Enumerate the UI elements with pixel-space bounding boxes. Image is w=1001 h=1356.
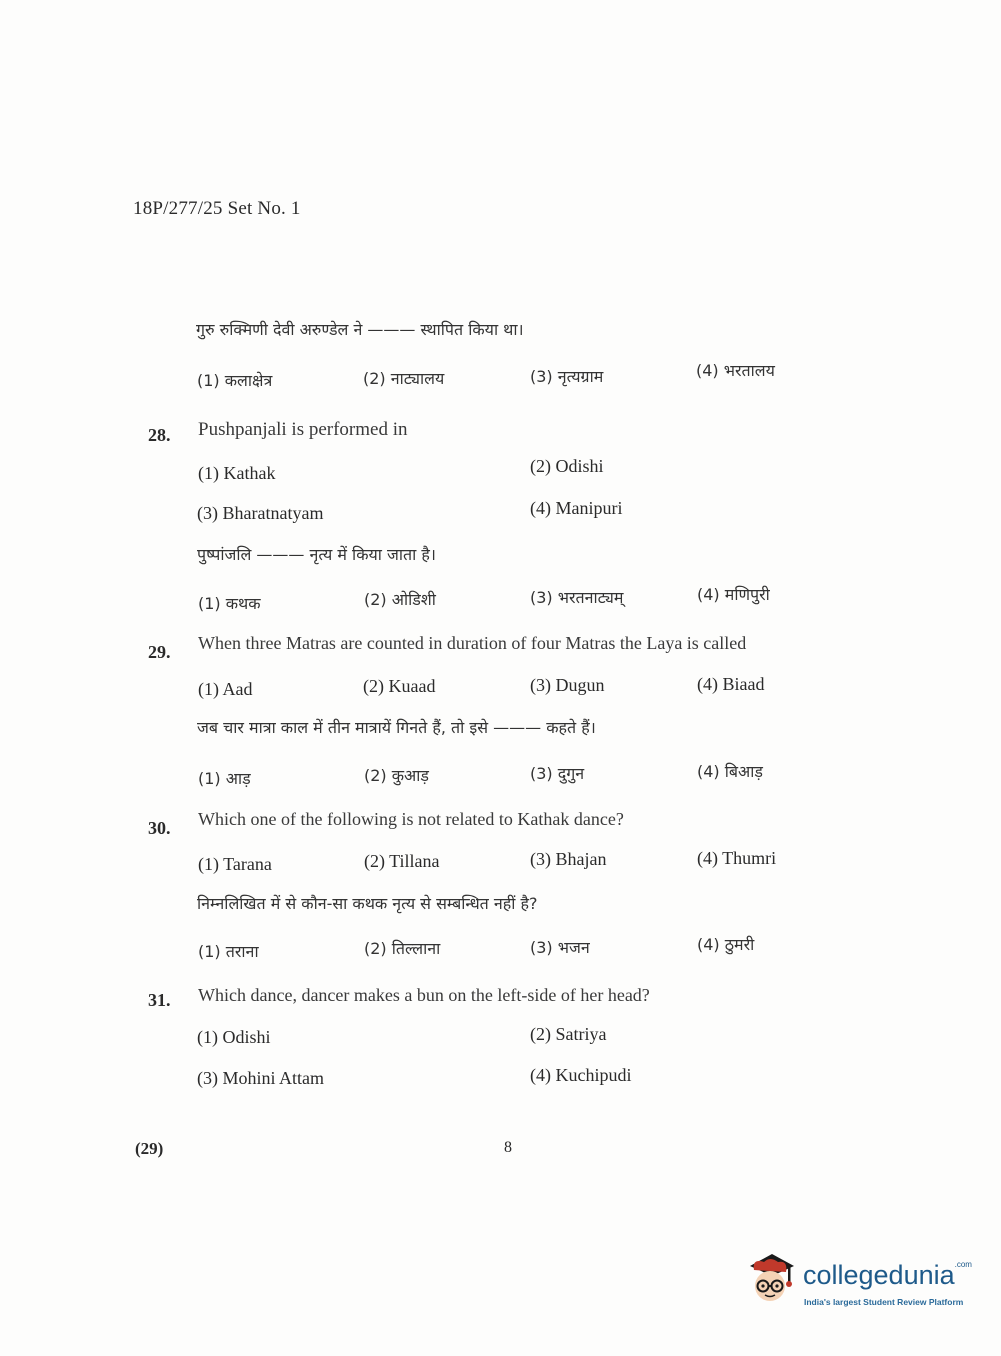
question-28-hindi-text: पुष्पांजलि ——— नृत्य में किया जाता है। xyxy=(197,545,436,564)
question-29-hindi-text: जब चार मात्रा काल में तीन मात्रायें गिनते हैं, तो इसे ——— कहते हैं। xyxy=(197,718,596,737)
question-27-hindi-option-4: (4) भरतालय xyxy=(696,361,775,380)
question-30-number: 30. xyxy=(148,818,171,838)
question-29-hindi-option-4: (4) बिआड़ xyxy=(697,762,763,781)
question-30-hindi-text: निम्नलिखित में से कौन-सा कथक नृत्य से सम्बन्धित नहीं है? xyxy=(197,894,538,913)
question-30-hindi-option-2: (2) तिल्लाना xyxy=(364,939,441,958)
question-29-option-3: (3) Dugun xyxy=(530,675,605,695)
booklet-code: (29) xyxy=(135,1139,164,1158)
question-29-option-4: (4) Biaad xyxy=(697,674,765,694)
question-30-hindi-option-1: (1) तराना xyxy=(198,942,259,961)
collegedunia-brand-text: collegedunia$^{.com}$ xyxy=(803,1260,972,1290)
question-28-text: Pushpanjali is performed in xyxy=(198,419,408,440)
mascot-icon xyxy=(740,1248,802,1310)
question-31-text: Which dance, dancer makes a bun on the left-side of her head? xyxy=(198,985,650,1005)
question-30-option-2: (2) Tillana xyxy=(364,851,440,871)
question-27-hindi-option-1: (1) कलाक्षेत्र xyxy=(197,371,273,390)
question-29-hindi-option-1: (1) आड़ xyxy=(198,769,251,788)
question-31-option-4: (4) Kuchipudi xyxy=(530,1065,632,1085)
question-28-option-1: (1) Kathak xyxy=(198,463,276,483)
question-29-option-2: (2) Kuaad xyxy=(363,676,436,696)
collegedunia-tagline: India's largest Student Review Platform xyxy=(804,1297,964,1307)
question-31-option-3: (3) Mohini Attam xyxy=(197,1068,324,1088)
question-29-hindi-option-3: (3) दुगुन xyxy=(530,764,585,783)
question-30-option-1: (1) Tarana xyxy=(198,854,272,874)
question-28-hindi-option-2: (2) ओडिशी xyxy=(364,590,436,609)
question-28-hindi-option-3: (3) भरतनाट्यम् xyxy=(530,588,624,607)
question-27-hindi-text: गुरु रुक्मिणी देवी अरुण्डेल ने ——— स्थापित किया था। xyxy=(196,320,524,339)
question-31-number: 31. xyxy=(148,990,171,1010)
set-number-header: 18P/277/25 Set No. 1 xyxy=(133,198,301,219)
question-30-hindi-option-4: (4) ठुमरी xyxy=(697,935,755,954)
question-28-option-2: (2) Odishi xyxy=(530,456,604,476)
question-29-option-1: (1) Aad xyxy=(198,679,253,699)
question-31-option-2: (2) Satriya xyxy=(530,1024,607,1044)
question-29-hindi-option-2: (2) कुआड़ xyxy=(364,766,429,785)
question-31-option-1: (1) Odishi xyxy=(197,1027,271,1047)
question-30-option-4: (4) Thumri xyxy=(697,848,777,868)
question-28-hindi-option-1: (1) कथक xyxy=(198,594,261,613)
question-28-hindi-option-4: (4) मणिपुरी xyxy=(697,585,770,604)
domain-mark: .com xyxy=(954,1260,972,1269)
question-28-option-3: (3) Bharatnatyam xyxy=(197,503,324,523)
question-27-hindi-option-2: (2) नाट्यालय xyxy=(363,369,445,388)
question-29-number: 29. xyxy=(148,642,171,662)
page-number: 8 xyxy=(504,1139,512,1156)
question-30-hindi-option-3: (3) भजन xyxy=(530,938,590,957)
question-27-hindi-option-3: (3) नृत्यग्राम xyxy=(530,367,604,386)
question-30-text: Which one of the following is not related to Kathak dance? xyxy=(198,809,624,829)
question-28-option-4: (4) Manipuri xyxy=(530,498,623,518)
question-28-number: 28. xyxy=(148,425,171,445)
question-29-text: When three Matras are counted in duration of four Matras the Laya is called xyxy=(198,633,747,653)
question-30-option-3: (3) Bhajan xyxy=(530,849,607,869)
